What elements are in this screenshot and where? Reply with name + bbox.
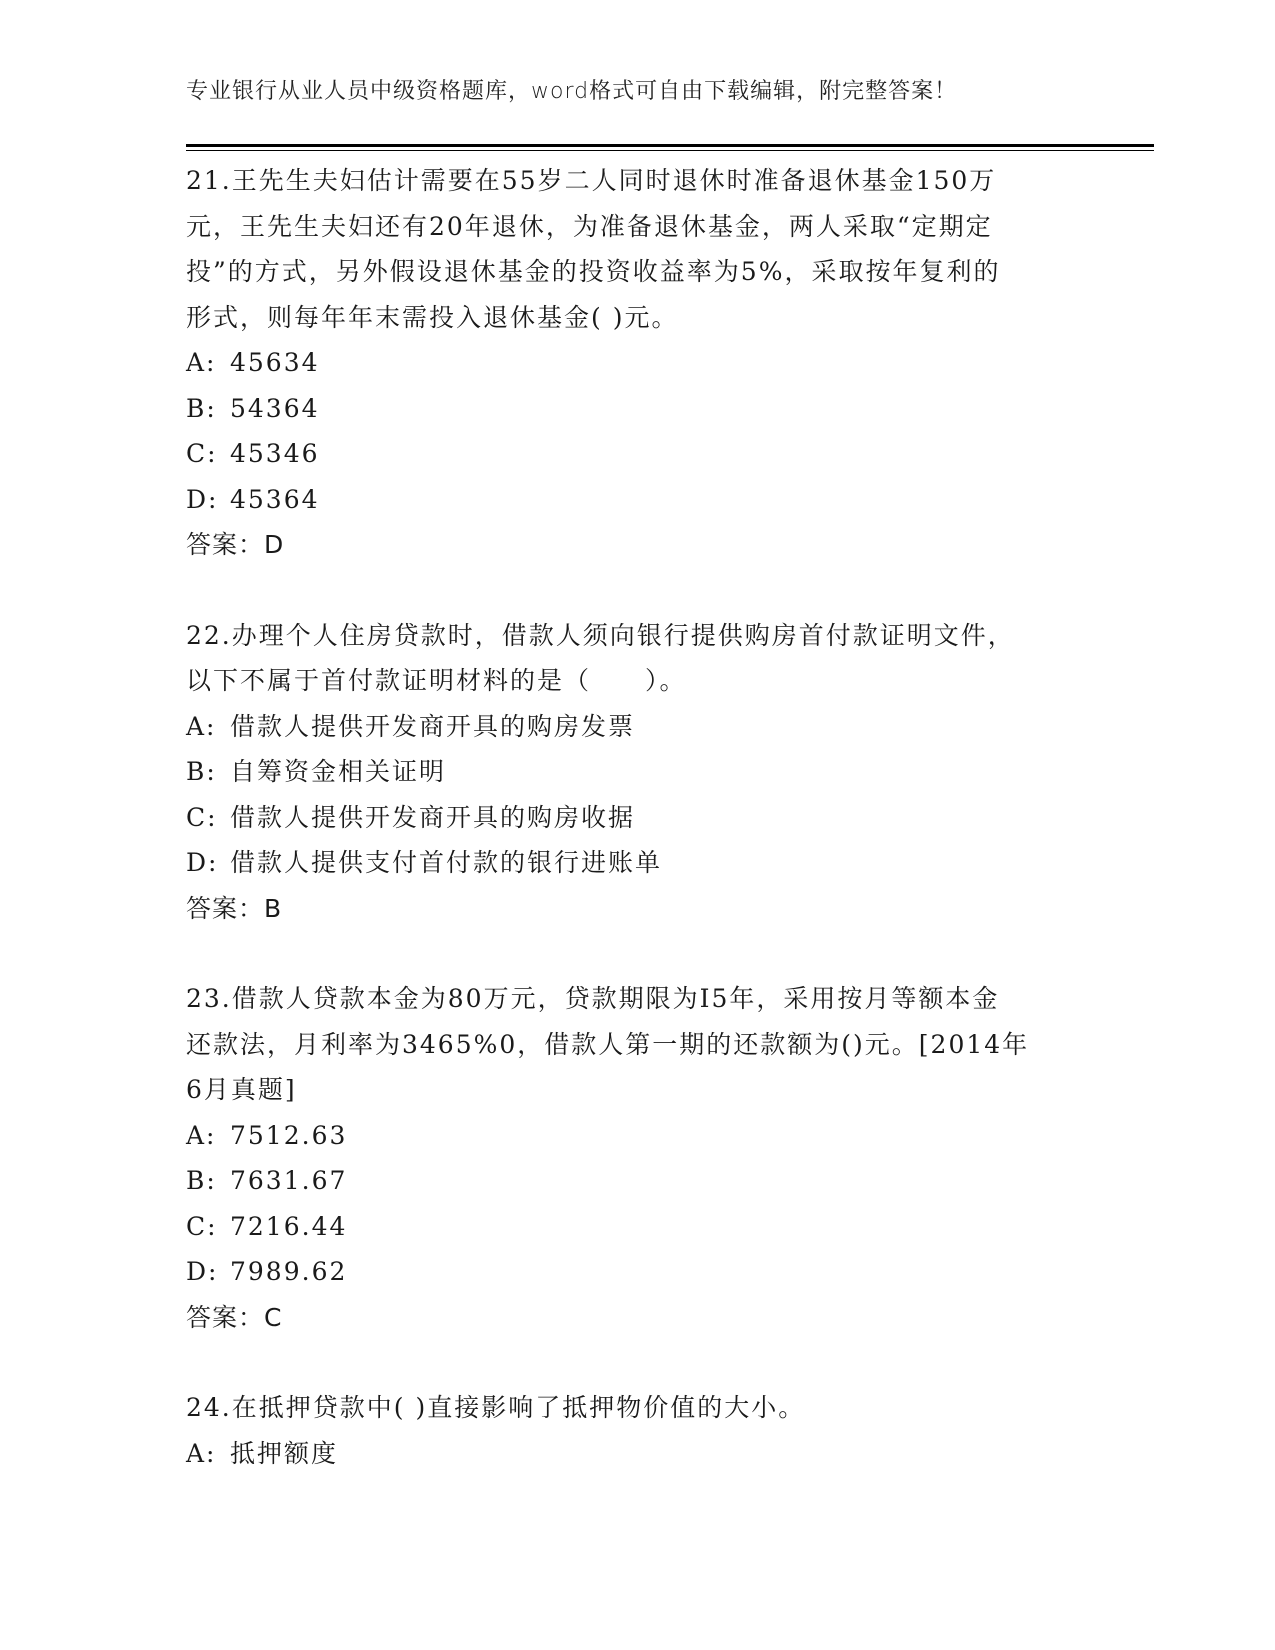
question-22: [186, 613, 1076, 932]
option-a: [186, 340, 1076, 386]
stem-line: 以下不属于首付款证明材料的是（ ）。: [186, 666, 687, 695]
option-a: [186, 1431, 1076, 1477]
option-letter: B:: [186, 757, 217, 786]
stem-line: 24.在抵押贷款中( )直接影响了抵押物价值的大小。: [186, 1393, 806, 1422]
question-list: [186, 158, 1076, 1521]
stem-line: 还款法，月利率为3465%0，借款人第一期的还款额为()元。[2014年: [186, 1029, 1030, 1059]
option-text: 7512.63: [230, 1120, 348, 1150]
option-c: [186, 1204, 1076, 1250]
option-letter: C:: [186, 439, 218, 468]
option-text: 借款人提供开发商开具的购房收据: [230, 802, 636, 832]
option-d: [186, 477, 1076, 523]
option-b: [186, 749, 1076, 795]
question-stem: [186, 1385, 1076, 1431]
option-text: 自筹资金相关证明: [230, 757, 447, 786]
option-text: 7989.62: [230, 1257, 348, 1286]
header-rule-thick: [186, 144, 1154, 147]
option-d: [186, 840, 1076, 886]
option-letter: D:: [186, 1257, 219, 1286]
option-b: [186, 1158, 1076, 1204]
stem-line: 投”的方式，另外假设退休基金的投资收益率为5%，采取按年复利的: [186, 257, 1001, 286]
option-text: 借款人提供开发商开具的购房发票: [230, 711, 636, 741]
option-letter: D:: [186, 848, 219, 877]
option-a: [186, 704, 1076, 750]
option-b: [186, 386, 1076, 432]
question-21: [186, 158, 1076, 568]
option-letter: A:: [186, 711, 217, 741]
question-stem: [186, 158, 1076, 340]
option-text: 7216.44: [230, 1211, 348, 1241]
option-text: 抵押额度: [230, 1438, 339, 1468]
option-text: 45346: [230, 439, 320, 468]
answer-line: 答案：B: [186, 893, 283, 923]
option-text: 54364: [230, 393, 320, 423]
stem-line: 元，王先生夫妇还有20年退休，为准备退休基金，两人采取“定期定: [186, 211, 993, 241]
option-letter: A:: [186, 1438, 217, 1468]
question-stem: [186, 976, 1076, 1113]
option-text: 45364: [230, 484, 320, 514]
stem-line: 21.王先生夫妇估计需要在55岁二人同时退休时准备退休基金150万: [186, 166, 997, 195]
stem-line: 22.办理个人住房贷款时，借款人须向银行提供购房首付款证明文件，: [186, 620, 1015, 650]
option-letter: A:: [186, 348, 217, 377]
question-23: [186, 976, 1076, 1340]
answer-line: 答案：D: [186, 530, 285, 559]
option-d: [186, 1249, 1076, 1295]
option-letter: C:: [186, 1211, 218, 1241]
option-text: 7631.67: [230, 1166, 348, 1195]
question-stem: [186, 613, 1076, 704]
option-letter: A:: [186, 1120, 217, 1150]
stem-line: 23.借款人贷款本金为80万元，贷款期限为I5年，采用按月等额本金: [186, 984, 1000, 1013]
option-letter: B:: [186, 1166, 217, 1195]
option-text: 借款人提供支付首付款的银行进账单: [230, 848, 663, 877]
option-c: [186, 795, 1076, 841]
option-letter: C:: [186, 802, 218, 832]
option-letter: D:: [186, 484, 219, 514]
question-24: [186, 1385, 1076, 1476]
option-letter: B:: [186, 393, 217, 423]
answer-line: 答案：C: [186, 1302, 283, 1332]
option-a: [186, 1113, 1076, 1159]
option-text: 45634: [230, 348, 320, 377]
stem-line: 6月真题]: [186, 1075, 297, 1104]
page-header: 专业银行从业人员中级资格题库，word格式可自由下载编辑，附完整答案！: [186, 79, 958, 104]
option-c: [186, 431, 1076, 477]
stem-line: 形式，则每年年末需投入退休基金( )元。: [186, 302, 679, 332]
header-rule-thin: [186, 150, 1154, 151]
